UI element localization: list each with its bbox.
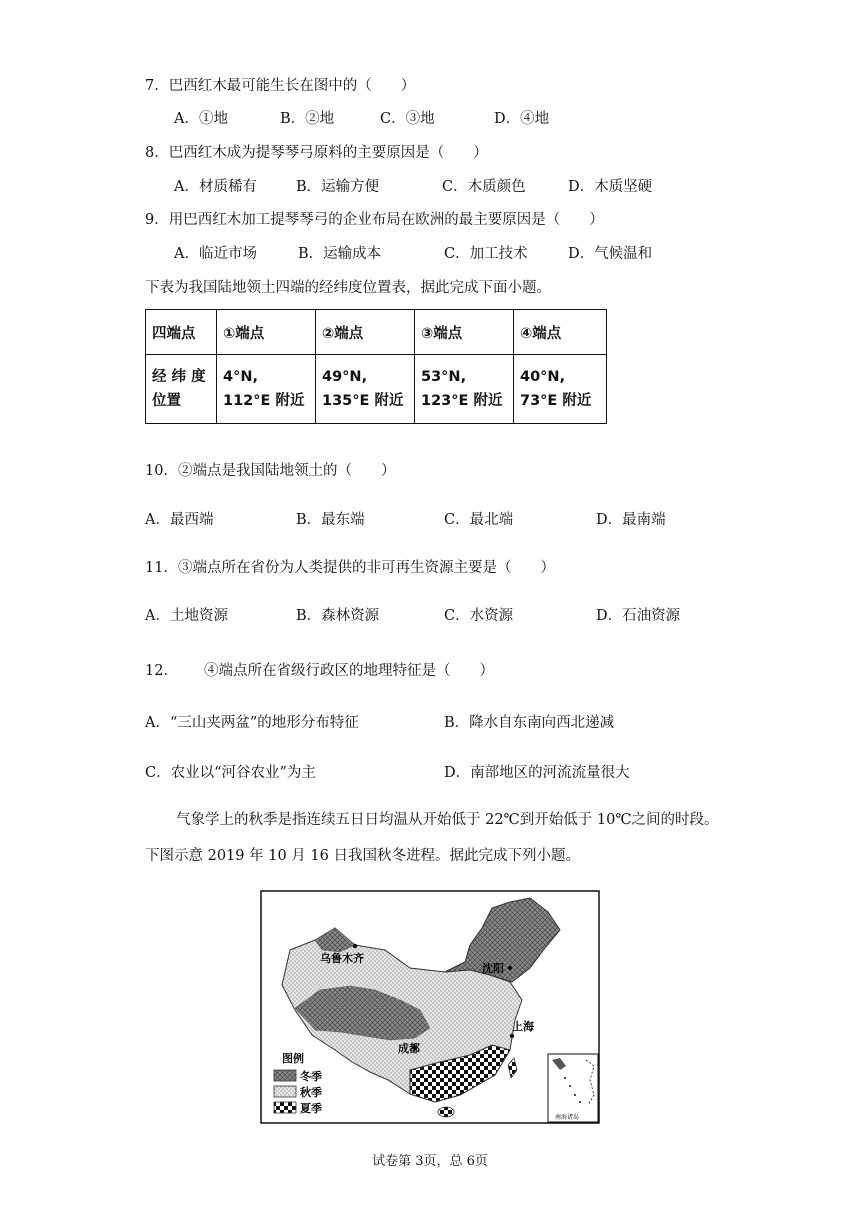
city-urumqi: 乌鲁木齐 (320, 952, 364, 965)
cell-lat: 4°N, (223, 369, 258, 385)
row-label-line1: 经 纬 度 (152, 369, 206, 385)
legend-swatch-winter (274, 1070, 296, 1081)
q7-option-c: C．③地 (380, 111, 435, 127)
question-10-stem: 10．②端点是我国陆地领土的（ ） (145, 463, 396, 479)
legend-swatch-summer (274, 1102, 296, 1113)
intro2-line2: 下图示意 2019 年 10 月 16 日我国秋冬进程。据此完成下列小题。 (145, 848, 580, 864)
question-12-number: 12． (145, 663, 178, 679)
question-8-stem: 8．巴西红木成为提琴琴弓原料的主要原因是（ ） (145, 145, 488, 161)
cell-lon: 73°E 附近 (520, 393, 592, 409)
shanghai-dot (510, 1034, 514, 1038)
cell-lon: 135°E 附近 (322, 393, 404, 409)
q10-option-b: B．最东端 (296, 512, 365, 528)
city-shanghai: 上海 (512, 1020, 534, 1033)
table-header-point-3: ③端点 (415, 310, 514, 355)
coordinates-table (145, 309, 607, 424)
q11-option-d: D．石油资源 (596, 608, 681, 624)
question-12-stem: ④端点所在省级行政区的地理特征是（ ） (204, 663, 494, 679)
china-season-map (260, 890, 600, 1124)
question-9-stem: 9．用巴西红木加工提琴琴弓的企业布局在欧洲的最主要原因是（ ） (145, 212, 604, 228)
q11-option-b: B．森林资源 (296, 608, 380, 624)
table-header-point-1: ①端点 (217, 310, 316, 355)
q12-option-c: C．农业以“河谷农业”为主 (145, 765, 316, 781)
q9-option-d: D．气候温和 (568, 246, 653, 262)
cell-lat: 40°N, (520, 369, 566, 385)
q11-option-a: A．土地资源 (145, 608, 228, 624)
q9-option-a: A．临近市场 (174, 246, 257, 262)
q12-option-d: D．南部地区的河流流量很大 (444, 765, 630, 781)
hainan (438, 1107, 454, 1117)
q10-option-d: D．最南端 (596, 512, 666, 528)
q7-option-d: D．④地 (494, 111, 550, 127)
page-footer: 试卷第 3页，总 6页 (372, 1154, 488, 1169)
q8-option-b: B．运输方便 (296, 179, 380, 195)
q12-option-b: B．降水自东南向西北递减 (444, 715, 615, 731)
legend-swatch-autumn (274, 1086, 296, 1097)
table-cell-point-4 (514, 355, 607, 424)
shenyang-dot (508, 966, 512, 970)
q10-option-a: A．最西端 (145, 512, 214, 528)
q7-option-a: A．①地 (174, 111, 228, 127)
row-label-line2: 位置 (152, 393, 181, 409)
table-cell-point-2 (316, 355, 415, 424)
table-intro: 下表为我国陆地领土四端的经纬度位置表，据此完成下面小题。 (145, 280, 551, 296)
table-header-point-2: ②端点 (316, 310, 415, 355)
legend-title: 图例 (282, 1052, 304, 1065)
legend-summer: 夏季 (300, 1102, 322, 1115)
question-7-stem: 7．巴西红木最可能生长在图中的（ ） (145, 78, 416, 94)
cell-lat: 49°N, (322, 369, 368, 385)
q7-option-b: B．②地 (280, 111, 335, 127)
q10-option-c: C．最北端 (444, 512, 514, 528)
q9-option-b: B．运输成本 (298, 246, 382, 262)
legend-autumn: 秋季 (300, 1086, 322, 1099)
q11-option-c: C．水资源 (444, 608, 514, 624)
cell-lon: 123°E 附近 (421, 393, 503, 409)
q8-option-a: A．材质稀有 (174, 179, 257, 195)
cell-lon: 112°E 附近 (223, 393, 305, 409)
q12-option-a: A．“三山夹两盆”的地形分布特征 (145, 715, 359, 731)
q8-option-c: C．木质颜色 (442, 179, 526, 195)
urumqi-dot (353, 944, 357, 948)
table-header-point-4: ④端点 (514, 310, 607, 355)
q9-option-c: C．加工技术 (444, 246, 528, 262)
table-cell-point-1 (217, 355, 316, 424)
city-shenyang: 沈阳 (482, 962, 504, 975)
inset-label: 南海诸岛 (555, 1114, 580, 1121)
cell-lat: 53°N, (421, 369, 467, 385)
city-chengdu: 成都 (398, 1042, 420, 1055)
table-row-label (146, 355, 217, 424)
table-cell-point-3 (415, 355, 514, 424)
table-header-label: 四端点 (146, 310, 217, 355)
q8-option-d: D．木质坚硬 (568, 179, 653, 195)
question-11-stem: 11．③端点所在省份为人类提供的非可再生资源主要是（ ） (145, 560, 555, 576)
legend-winter: 冬季 (300, 1070, 322, 1083)
intro2-line1: 气象学上的秋季是指连续五日日均温从开始低于 22℃到开始低于 10℃之间的时段。 (176, 812, 719, 828)
